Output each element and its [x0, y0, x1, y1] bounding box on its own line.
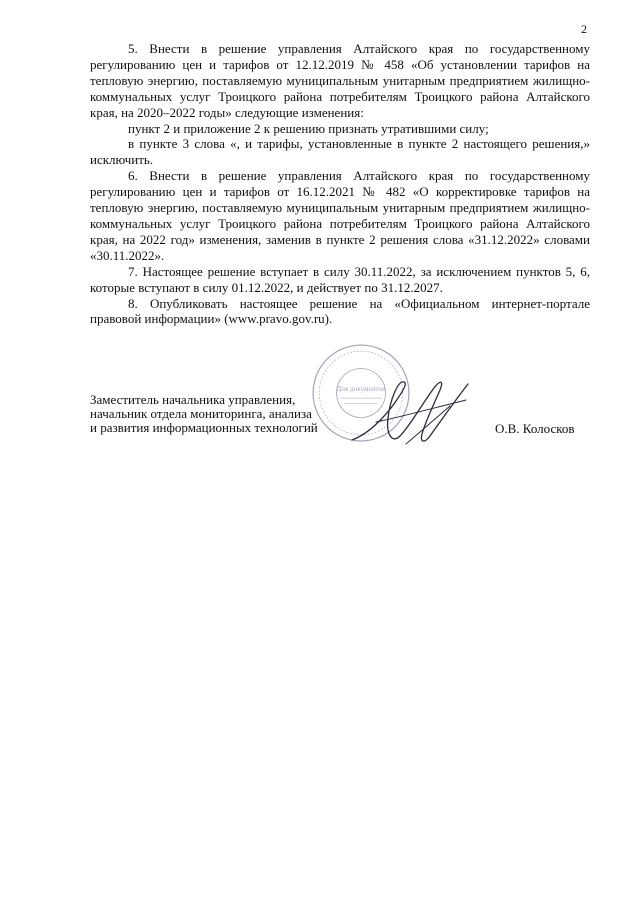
position-line: и развития информационных технологий — [90, 420, 318, 435]
paragraph-5-item-2: в пункте 3 слова «, и тарифы, установленные в пункте 2 настоящего решения,» исключить. — [90, 136, 590, 168]
paragraph-8: 8. Опубликовать настоящее решение на «Официальном интернет-портале правовой информации» (www.pravo.gov.ru). — [90, 295, 590, 327]
position-line: Заместитель начальника управления, — [90, 392, 296, 407]
paragraph-5: 5. Внести в решение управления Алтайского края по государственному регулированию цен и тарифов от 12.12.2019 № 458 «Об установлении тарифов на тепловую энергию, поставляемую муниципальным унитарным предприятием жилищно-коммунальных услуг Троицкого района потребителям Троицкого района Алтайского края, на 2020–2022 годы» следующие изменения: — [90, 41, 590, 120]
paragraph-6: 6. Внести в решение управления Алтайского края по государственному регулированию цен и тарифов от 16.12.2021 № 482 «О корректировке тарифов на тепловую энергию, поставляемую муниципальным унитарным предприятием жилищно-коммунальных услуг Троицкого района потребителям Троицкого района Алтайского края, на 2022 год» изменения, заменив в пункте 2 решения слова «31.12.2022» словами «30.11.2022». — [90, 168, 590, 263]
position-line: начальник отдела мониторинга, анализа — [90, 406, 312, 421]
paragraph-7: 7. Настоящее решение вступает в силу 30.11.2022, за исключением пунктов 5, 6, которые вступают в силу 01.12.2022, и действует по 31.12.2027. — [90, 263, 590, 295]
signatory-name: О.В. Колосков — [495, 421, 575, 436]
page-number: 2 — [581, 22, 587, 36]
handwritten-signature — [346, 374, 482, 456]
stamp-label: Для документов — [336, 384, 386, 393]
paragraph-5-item-1: пункт 2 и приложение 2 к решению признать утратившими силу; — [128, 120, 489, 136]
decision-body — [90, 41, 590, 327]
signatory-position — [90, 393, 350, 435]
